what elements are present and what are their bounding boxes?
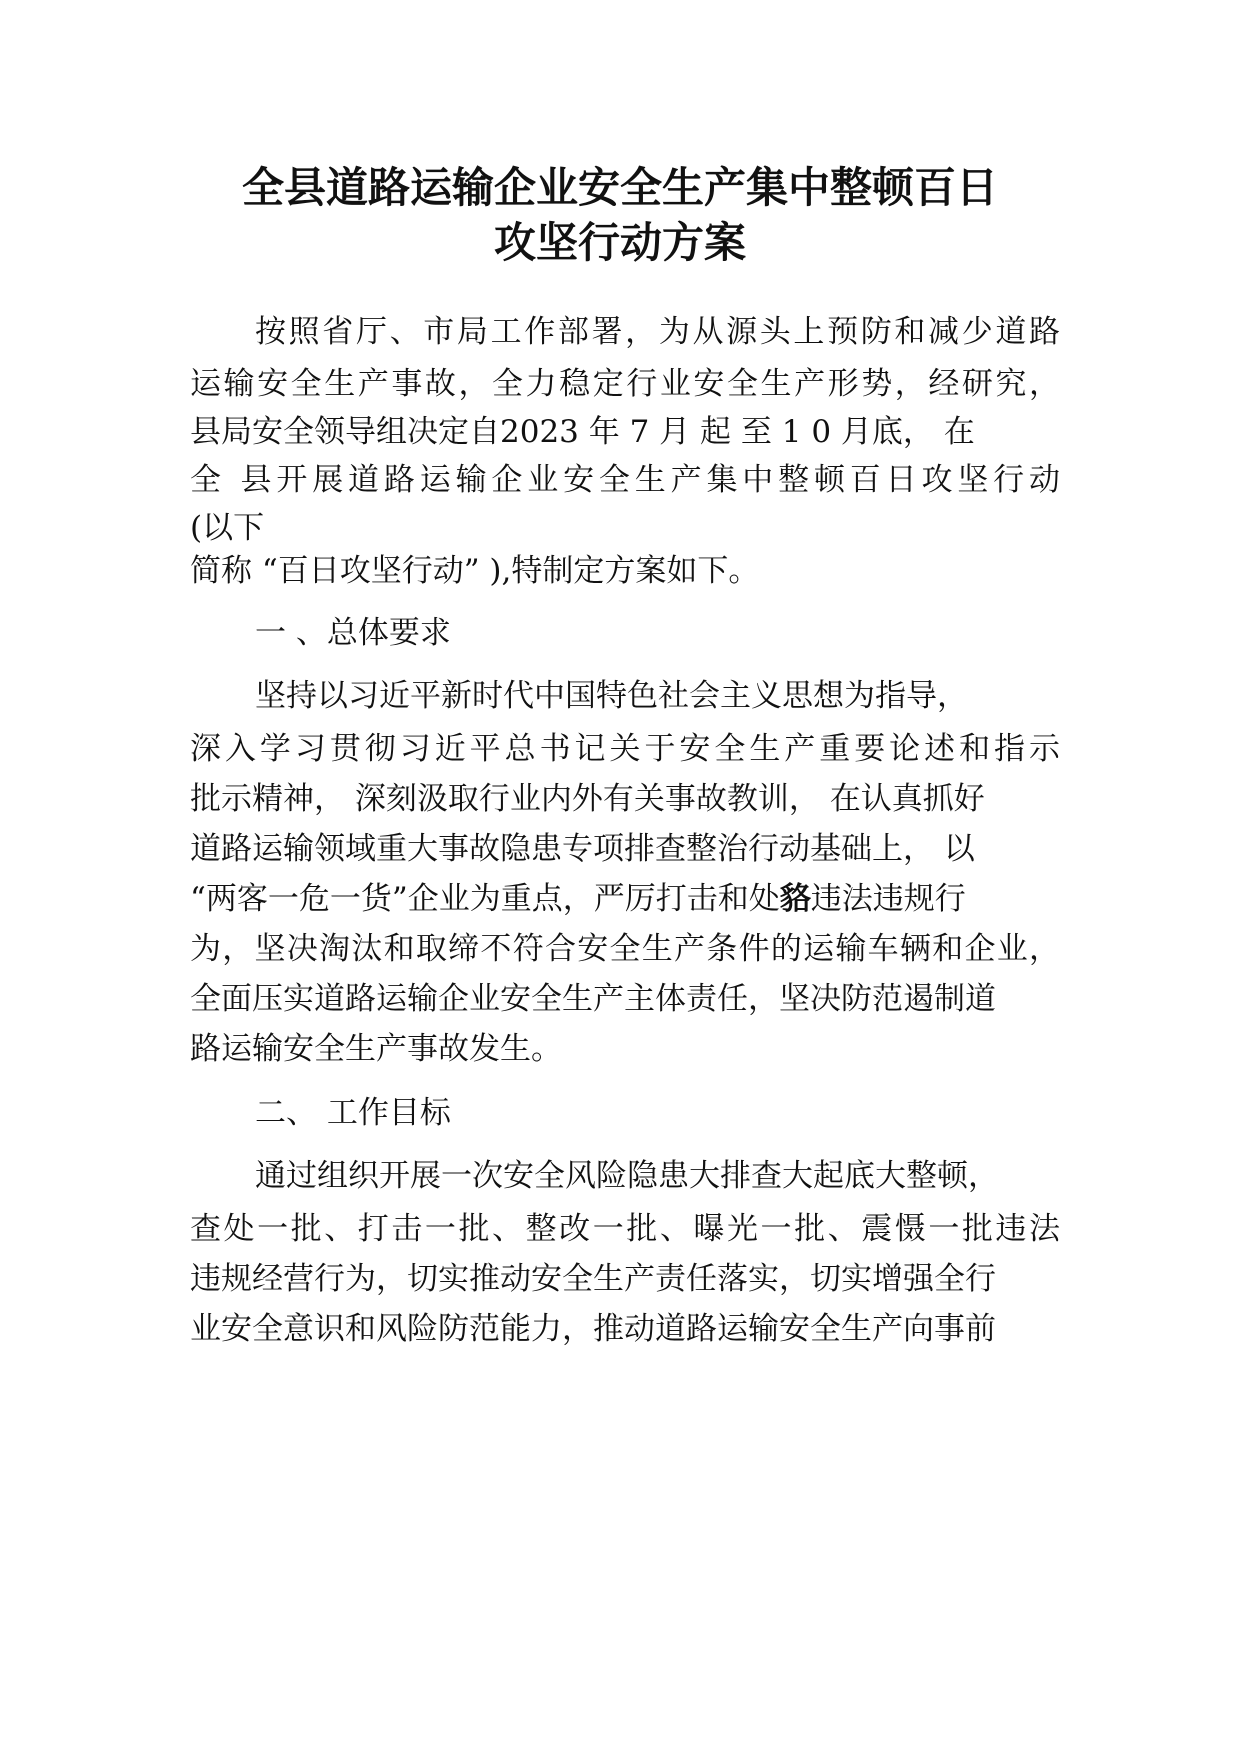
paragraph-line: 查处一批、打击一批、整改一批、曝光一批、震慑一批违法 — [190, 1211, 1060, 1247]
paragraph-line: 县局安全领导组决定自2023 年 7 月 起 至 1 0 月底， 在 — [190, 414, 975, 450]
paragraph-line: 运输安全生产事故，全力稳定行业安全生产形势，经研究， — [190, 366, 1060, 402]
paragraph-line: 违规经营行为，切实推动安全生产责任落实，切实增强全行 — [190, 1261, 996, 1297]
document-title-line-2: 攻坚行动方案 — [493, 218, 746, 267]
line-segment: “两客一危一货”企业为重点，严厉打击和处 — [190, 881, 780, 917]
paragraph-line: 简称 “百日攻坚行动” ),特制定方案如下。 — [190, 553, 760, 589]
paragraph-line: 为，坚决淘汰和取缔不符合安全生产条件的运输车辆和企业， — [190, 931, 1060, 967]
paragraph-line: 按照省厅、市局工作部署，为从源头上预防和减少道路 — [255, 314, 1060, 350]
paragraph-line: 通过组织开展一次安全风险隐患大排查大起底大整顿， — [255, 1158, 999, 1194]
section-heading-1: 一 、总体要求 — [255, 615, 451, 651]
line-segment: 违法违规行 — [810, 881, 966, 917]
paragraph-line: 深入学习贯彻习近平总书记关于安全生产重要论述和指示 — [190, 731, 1060, 767]
paragraph-line: 批示精神， 深刻汲取行业内外有关事故教训， 在认真抓好 — [190, 781, 985, 817]
paragraph-line — [190, 879, 1060, 919]
paragraph-line: (以下 — [190, 510, 265, 546]
section-heading-2: 二、 工作目标 — [255, 1095, 451, 1131]
paragraph-line: 坚持以习近平新时代中国特色社会主义思想为指导， — [255, 678, 968, 714]
document-title-line-1: 全县道路运输企业安全生产集中整顿百日 — [241, 163, 998, 212]
paragraph-line: 全面压实道路运输企业安全生产主体责任，坚决防范遏制道 — [190, 981, 996, 1017]
paragraph-line: 全 县开展道路运输企业安全生产集中整顿百日攻坚行动 — [190, 462, 1060, 498]
paragraph-line: 业安全意识和风险防范能力，推动道路运输安全生产向事前 — [190, 1311, 996, 1347]
bold-character: 貉 — [779, 881, 811, 917]
paragraph-line: 路运输安全生产事故发生。 — [190, 1031, 562, 1067]
paragraph-line: 道路运输领域重大事故隐患专项排查整治行动基础上， 以 — [190, 831, 975, 867]
